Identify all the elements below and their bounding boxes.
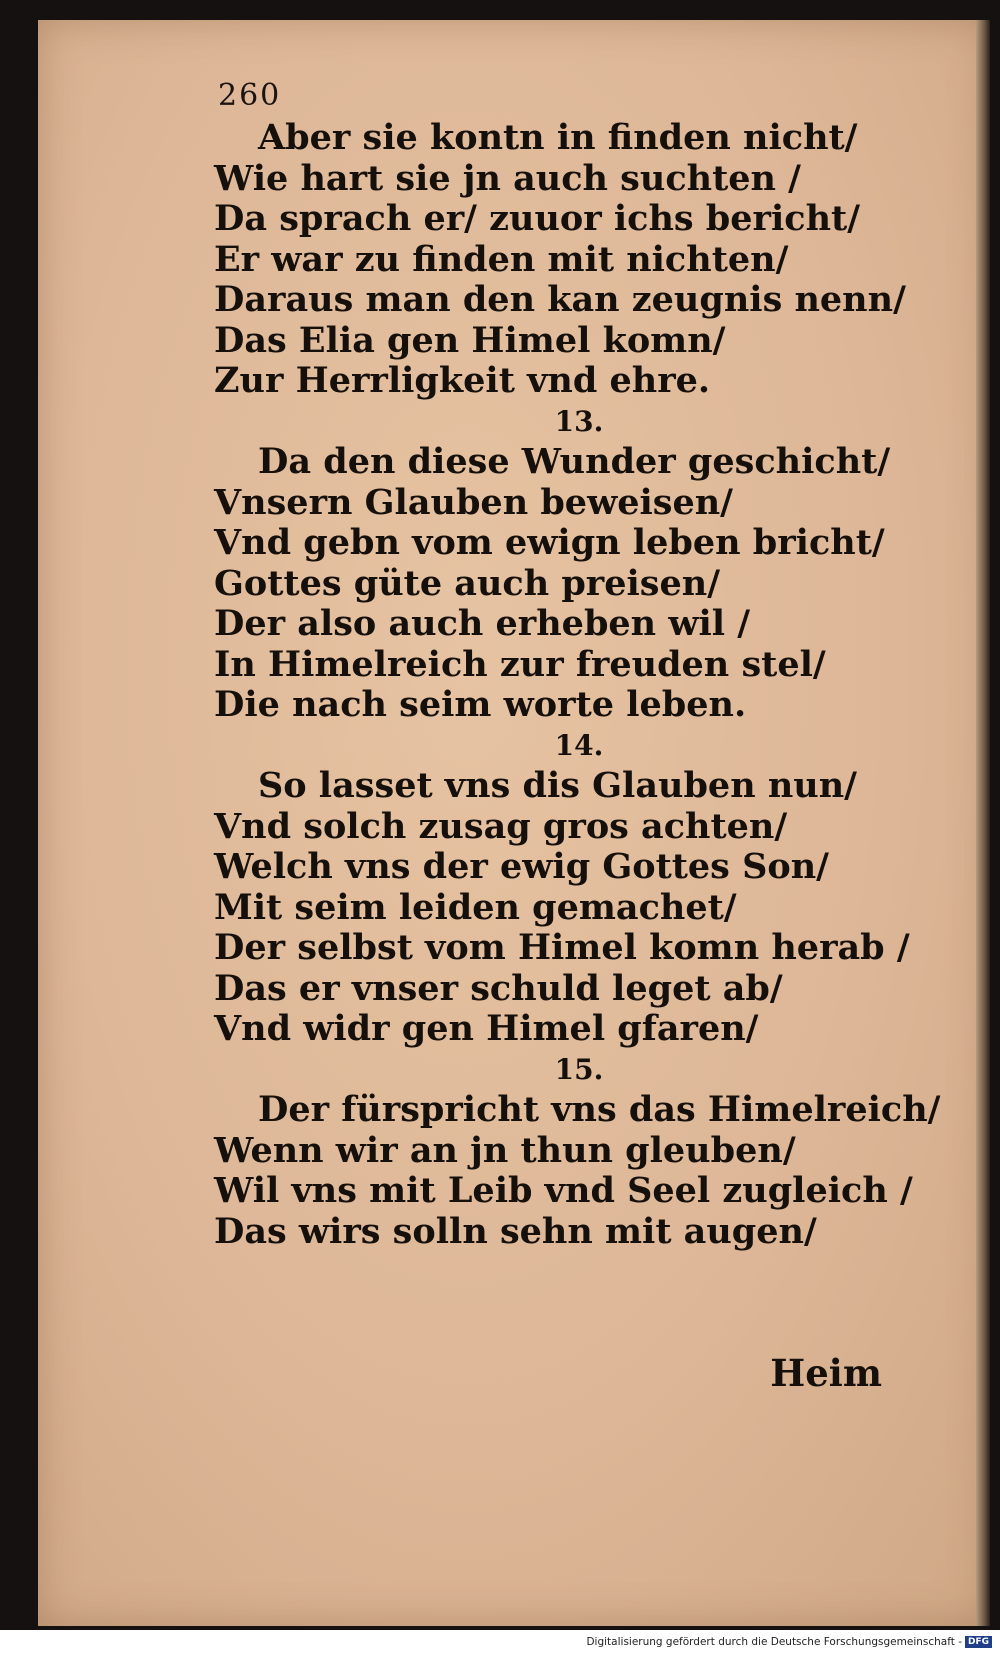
- verse-line: Wil vns mit Leib vnd Seel zugleich /: [214, 1170, 913, 1211]
- dfg-logo: DFG: [965, 1636, 992, 1648]
- verse-line: Der also auch erheben wil /: [214, 603, 751, 644]
- verse-line: Welch vns der ewig Gottes Son/: [214, 846, 829, 887]
- verse-line: Zur Herrligkeit vnd ehre.: [214, 360, 711, 401]
- verse-line: Mit seim leiden gemachet/: [214, 886, 737, 928]
- verse-line: Daraus man den kan zeugnis nenn/: [214, 279, 906, 320]
- verse-line: Vnd solch zusag gros achten/: [214, 805, 788, 847]
- page-edge: [976, 20, 990, 1626]
- verse-line: Wie hart sie jn auch suchten /: [214, 157, 801, 199]
- verse-line: Vnd widr gen Himel gfaren/: [214, 1008, 759, 1049]
- page-number: 260: [218, 78, 282, 113]
- verse-line: Der selbst vom Himel komn herab /: [214, 927, 910, 968]
- verse-line: Der fürspricht vns das Himelreich/: [258, 1089, 941, 1130]
- stanza-number: 14.: [554, 728, 604, 762]
- verse-line: Vnd gebn vom ewign leben bricht/: [214, 522, 885, 563]
- verse-line: Das wirs solln sehn mit augen/: [214, 1210, 817, 1252]
- verse-line: Vnsern Glauben beweisen/: [214, 481, 733, 523]
- digitization-footer: [0, 1636, 992, 1648]
- verse-line: Da sprach er/ zuuor ichs bericht/: [214, 198, 860, 239]
- verse-line: In Himelreich zur freuden stel/: [214, 643, 826, 685]
- verse-line: Die nach seim worte leben.: [214, 684, 747, 725]
- verse-line: Er war zu finden mit nichten/: [214, 238, 789, 280]
- funding-notice: Digitalisierung gefördert durch die Deutsche Forschungsgemeinschaft -: [586, 1636, 962, 1648]
- verse-line: Wenn wir an jn thun gleuben/: [214, 1129, 796, 1171]
- verse-line: Das Elia gen Himel komn/: [214, 319, 726, 361]
- stanza-number: 13.: [554, 404, 604, 438]
- verse-line: Aber sie kontn in finden nicht/: [258, 117, 858, 158]
- verse-line: Das er vnser schuld leget ab/: [214, 967, 783, 1009]
- verse-text: [214, 117, 941, 1252]
- verse-line: Da den diese Wunder geschicht/: [258, 441, 891, 482]
- verse-line: Gottes güte auch preisen/: [214, 562, 721, 604]
- stanza-number: 15.: [554, 1052, 604, 1086]
- catchword: Heim: [770, 1351, 882, 1395]
- verse-line: So lasset vns dis Glauben nun/: [258, 765, 857, 806]
